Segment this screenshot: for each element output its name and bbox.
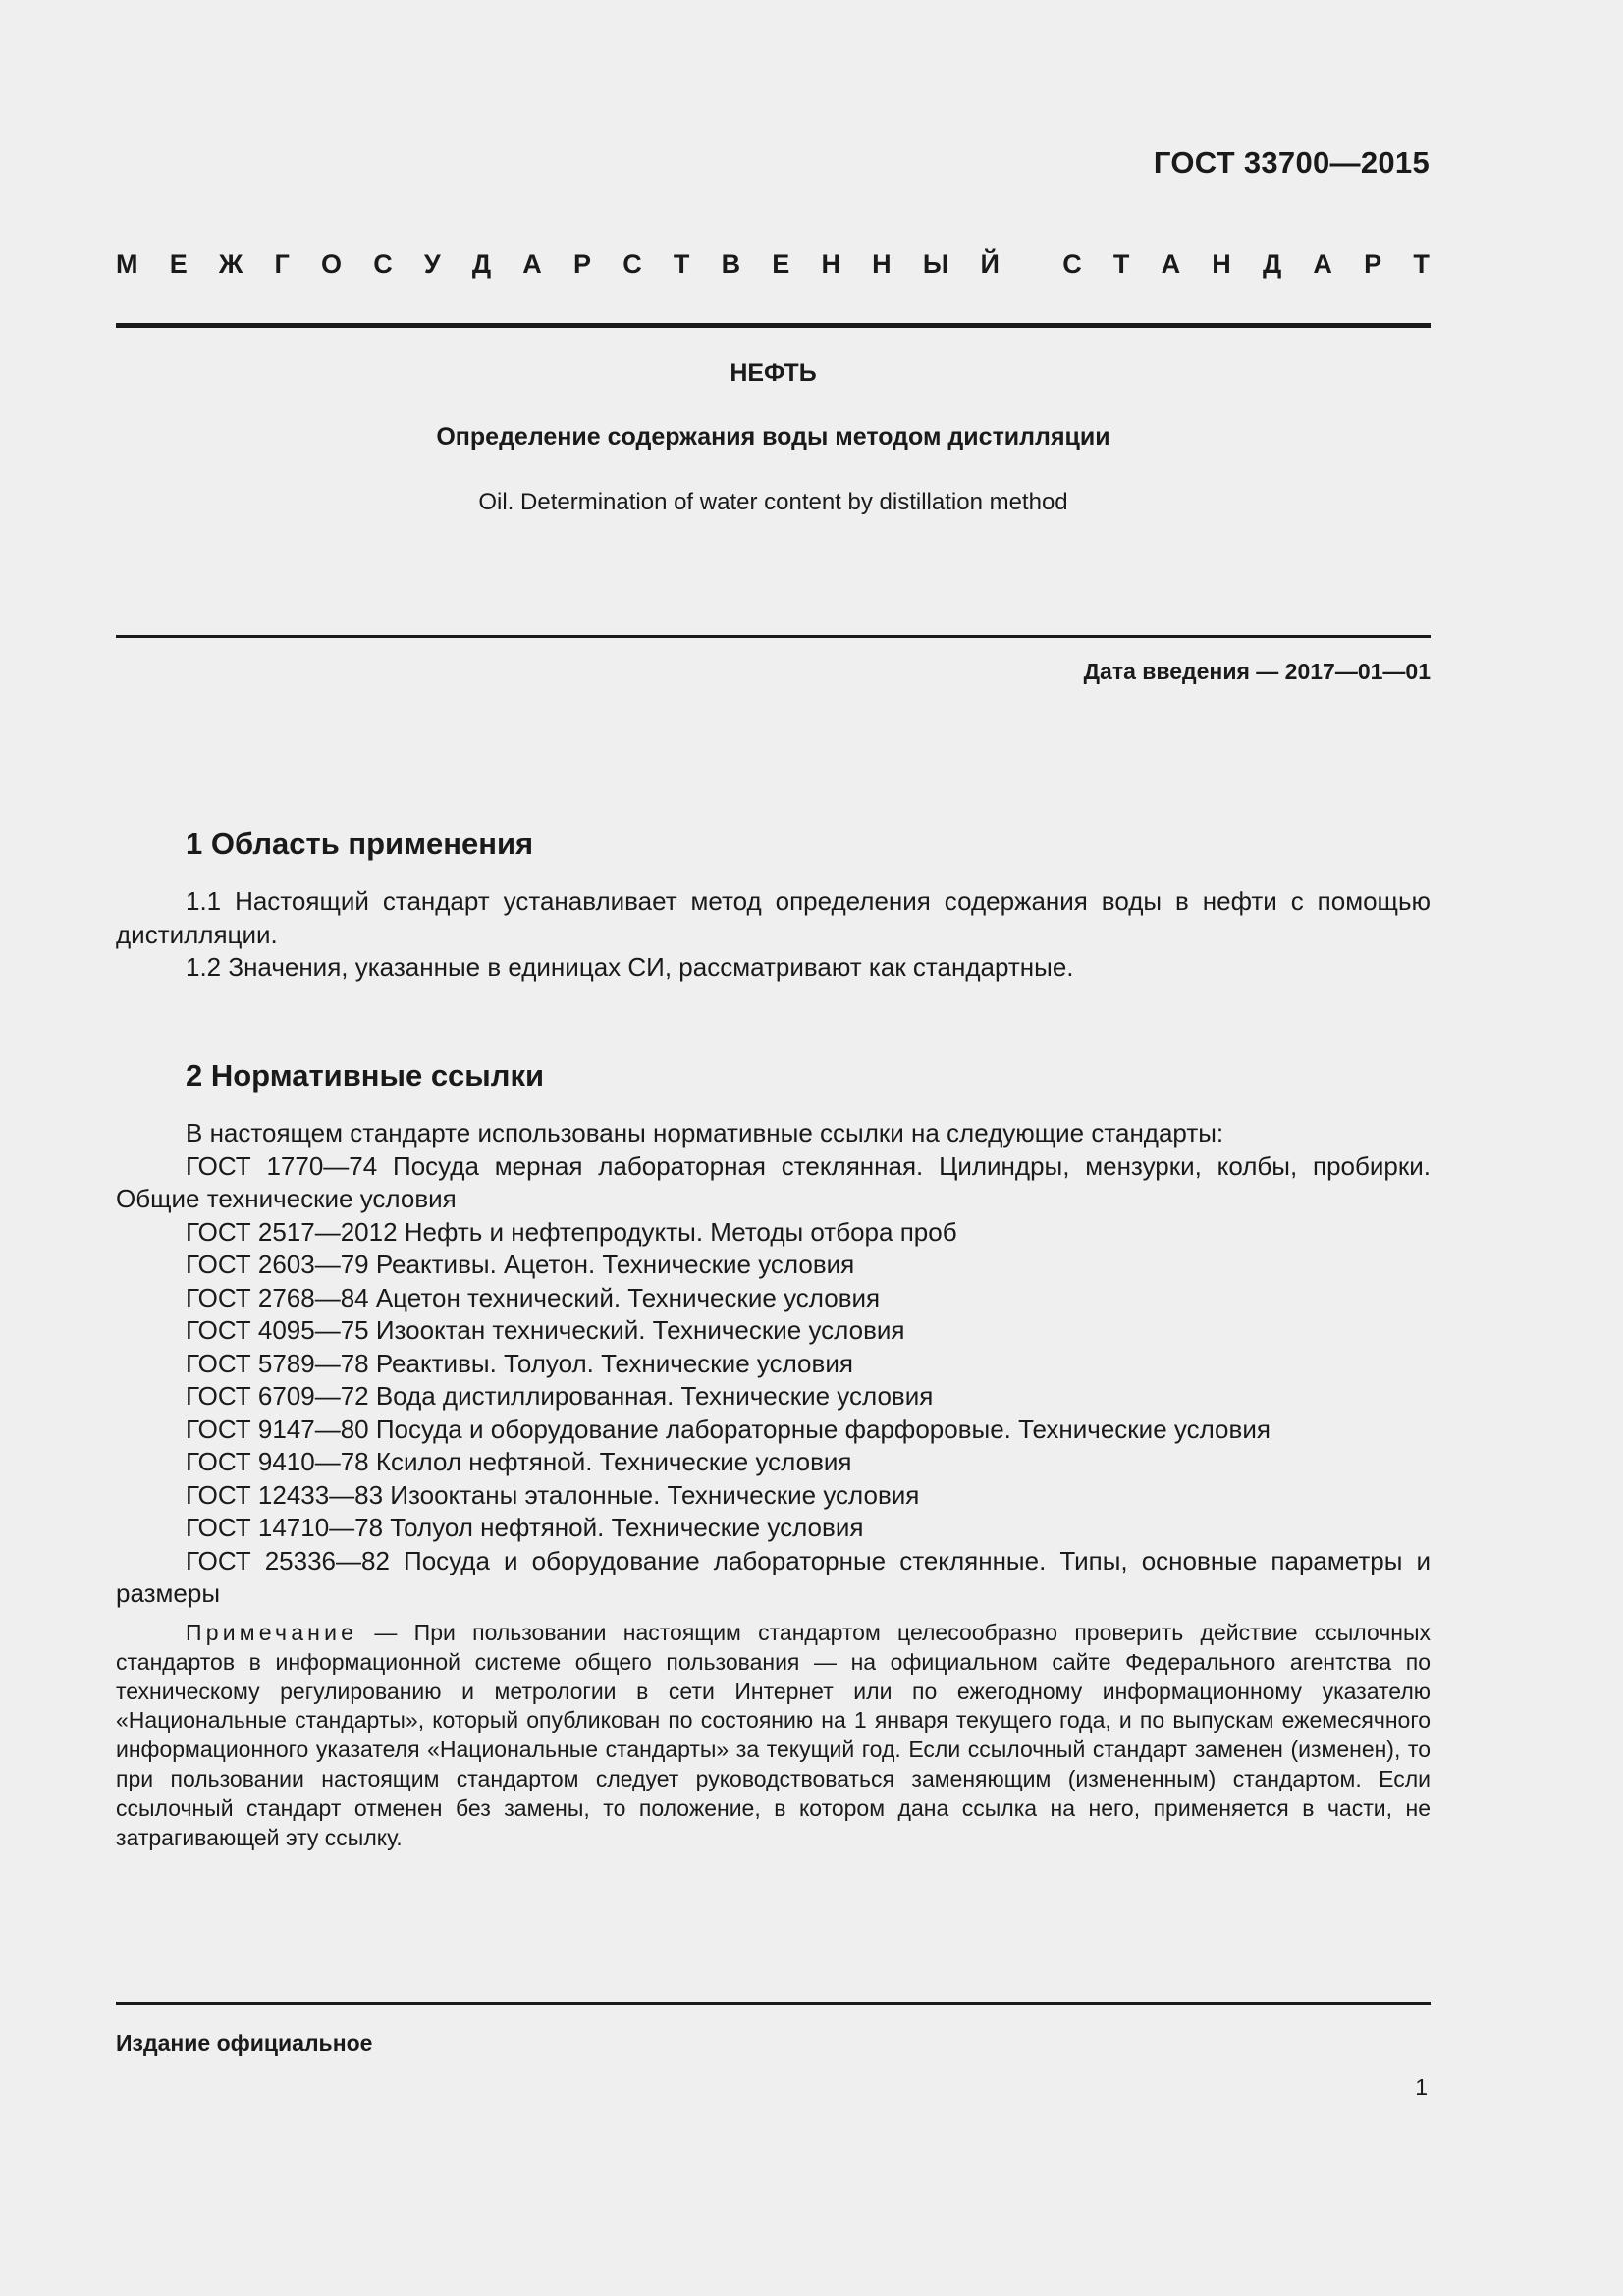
- document-subtitle: Определение содержания воды методом дистилляции: [436, 423, 1110, 451]
- banner-letter: Н: [1212, 248, 1231, 279]
- banner-letter: А: [1313, 248, 1332, 279]
- banner-letter: Д: [471, 248, 492, 279]
- reference-item: ГОСТ 5789—78 Реактивы. Толуол. Технические условия: [186, 1348, 853, 1378]
- reference-item: ГОСТ 25336—82 Посуда и оборудование лабораторные стеклянные. Типы, основные параметры и размеры: [116, 1545, 1431, 1608]
- paragraph: 1.1 Настоящий стандарт устанавливает метод определения содержания воды в нефти с помощью дистилляции.: [116, 886, 1431, 949]
- reference-item: ГОСТ 1770—74 Посуда мерная лабораторная стеклянная. Цилиндры, мензурки, колбы, пробирки. Общие технические условия: [116, 1150, 1431, 1213]
- banner-letter: У: [423, 248, 441, 279]
- banner-letter: В: [721, 248, 741, 279]
- banner-letter: Д: [1262, 248, 1282, 279]
- note-block: [116, 1619, 1431, 1852]
- banner-letter: О: [320, 248, 342, 279]
- edition-label: Издание официальное: [116, 2030, 373, 2056]
- banner-letter: Й: [980, 248, 1000, 279]
- section-heading-scope: 1 Область применения: [186, 827, 534, 861]
- reference-item: ГОСТ 9147—80 Посуда и оборудование лабораторные фарфоровые. Технические условия: [186, 1414, 1271, 1444]
- banner-letter: Н: [872, 248, 892, 279]
- banner-letter: Т: [1413, 248, 1430, 279]
- standard-type-banner: [116, 247, 1430, 281]
- banner-letter: Р: [572, 248, 591, 279]
- footer-divider: [116, 2002, 1431, 2005]
- banner-letter: Р: [1364, 248, 1382, 279]
- note-text: — При пользовании настоящим стандартом целесообразно проверить действие ссылочных стандартов в информационной системе общего пользования — на официальном сайте Федерального агентства по техническому регулированию и метрологии в сети Интернет или по ежегодному информационному указателю «Национальные стандарты», который опубликован по состоянию на 1 января текущего года, и по выпускам ежемесячного информационного указателя «Национальные стандарты» за текущий год. Если ссылочный стандарт заменен (изменен), то при пользовании настоящим стандартом следует руководствоваться заменяющим (измененным) стандартом. Если ссылочный стандарт отменен без замены, то положение, в котором дана ссылка на него, применяется в части, не затрагивающей эту ссылку.: [116, 1620, 1431, 1850]
- reference-item: ГОСТ 14710—78 Толуол нефтяной. Технические условия: [186, 1513, 864, 1542]
- banner-letter: С: [622, 248, 642, 279]
- banner-letter: Н: [821, 248, 840, 279]
- reference-item: ГОСТ 2517—2012 Нефть и нефтепродукты. Методы отбора проб: [186, 1216, 957, 1247]
- document-title-english: Oil. Determination of water content by distillation method: [478, 489, 1068, 515]
- reference-item: ГОСТ 2603—79 Реактивы. Ацетон. Технические условия: [186, 1250, 855, 1279]
- section-heading-references: 2 Нормативные ссылки: [186, 1058, 545, 1093]
- paragraph: 1.2 Значения, указанные в единицах СИ, рассматривают как стандартные.: [186, 952, 1074, 982]
- section-references-body: [116, 1117, 1431, 1611]
- banner-letter: Г: [274, 248, 290, 279]
- banner-letter: М: [116, 248, 138, 279]
- banner-letter: С: [1062, 248, 1082, 279]
- document-code: ГОСТ 33700—2015: [1153, 145, 1430, 180]
- reference-item: ГОСТ 2768—84 Ацетон технический. Технические условия: [186, 1282, 881, 1312]
- banner-letter: С: [373, 248, 393, 279]
- banner-letter: Е: [169, 248, 188, 279]
- banner-letter: Ы: [922, 248, 949, 279]
- title-divider: [116, 635, 1431, 638]
- banner-letter: А: [1161, 248, 1181, 279]
- banner-letter: А: [522, 248, 542, 279]
- banner-letter: Т: [673, 248, 690, 279]
- document-title: НЕФТЬ: [730, 359, 817, 387]
- reference-item: ГОСТ 12433—83 Изооктаны эталонные. Технические условия: [186, 1479, 920, 1510]
- page-number: 1: [1415, 2074, 1428, 2100]
- reference-item: ГОСТ 4095—75 Изооктан технический. Технические условия: [186, 1315, 905, 1345]
- banner-letter: Е: [772, 248, 790, 279]
- note-label: Примечание: [186, 1620, 358, 1645]
- note-paragraph: [116, 1619, 1431, 1852]
- introduction-date: Дата введения — 2017—01—01: [1083, 659, 1431, 684]
- banner-letter: Ж: [218, 248, 243, 279]
- reference-item: ГОСТ 9410—78 Ксилол нефтяной. Технические условия: [186, 1447, 852, 1476]
- reference-item: ГОСТ 6709—72 Вода дистиллированная. Технические условия: [186, 1381, 934, 1411]
- banner-letter: Т: [1112, 248, 1130, 279]
- section-scope-body: [116, 885, 1431, 985]
- paragraph: В настоящем стандарте использованы нормативные ссылки на следующие стандарты:: [186, 1118, 1224, 1148]
- header-divider: [116, 323, 1431, 328]
